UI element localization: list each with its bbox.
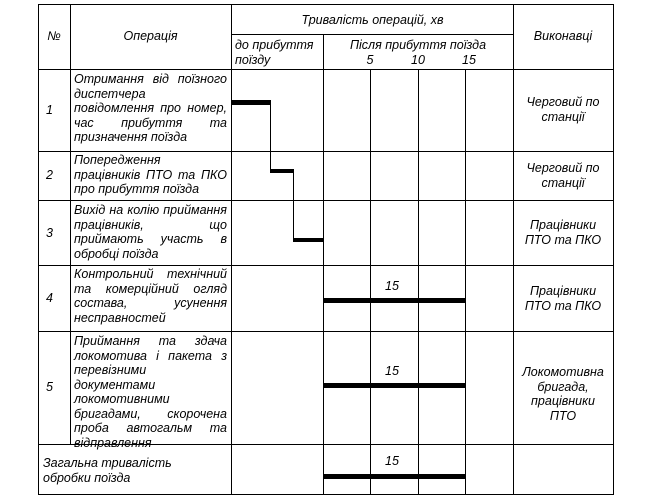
row-number: 4 <box>46 291 53 305</box>
row-number: 1 <box>46 103 53 117</box>
row-divider <box>38 200 613 201</box>
total-label: Загальна тривалість обробки поїзда <box>43 456 172 485</box>
gantt-bar-total <box>323 474 465 479</box>
table-border-right <box>613 4 614 495</box>
header-duration: Тривалість операцій, хв <box>301 13 444 27</box>
header-operation: Операція <box>123 29 178 43</box>
header-executor: Виконавці <box>533 29 593 43</box>
gantt-bar-step-1 <box>231 100 271 105</box>
grid-line-10 <box>418 69 419 495</box>
gantt-bar-step-4 <box>323 298 465 303</box>
column-divider <box>231 4 232 495</box>
table-border-bottom <box>38 494 613 495</box>
row-number: 2 <box>46 168 53 182</box>
operation-text: Приймання та здача локомотива і пакета з перевізними документами локомотивними бригадами, скорочена проба автогальм та відправлення <box>74 334 227 450</box>
tick-label-15: 15 <box>462 53 476 67</box>
gantt-bar-step-2 <box>270 169 294 173</box>
gantt-bar-step-5 <box>323 383 465 388</box>
column-divider <box>323 34 324 495</box>
column-divider <box>70 4 71 445</box>
executor-text: Черговий по станції <box>526 95 600 124</box>
tick-label-10: 10 <box>411 53 425 67</box>
header-before-arrival: до прибуття поїзду <box>235 38 314 67</box>
grid-line-15 <box>465 69 466 495</box>
executor-text: Працівники ПТО та ПКО <box>524 218 602 247</box>
operation-text: Контрольний технічний та комерційний огляд состава, усунення несправностей <box>74 267 227 325</box>
executor-text: Працівники ПТО та ПКО <box>524 284 602 313</box>
gantt-step-connector <box>270 102 271 173</box>
operation-text: Отримання від поїзного диспетчера повідомлення про номер, час прибуття та призначення поїзда <box>74 72 227 144</box>
table-border-left <box>38 4 39 495</box>
bar-value-label: 15 <box>385 279 399 293</box>
row-number: 5 <box>46 380 53 394</box>
row-divider <box>38 265 613 266</box>
header-num: № <box>47 29 61 43</box>
header-bottom-rule <box>38 69 613 70</box>
operation-text: Попередження працівників ПТО та ПКО про прибуття поїзда <box>74 153 227 196</box>
table-border-top <box>38 4 613 5</box>
executor-text: Локомотивна бригада, працівники ПТО <box>522 365 604 423</box>
executor-text: Черговий по станції <box>526 161 600 190</box>
row-divider <box>38 331 613 332</box>
row-number: 3 <box>46 226 53 240</box>
header-divider <box>231 34 514 35</box>
tick-label-5: 5 <box>366 53 374 67</box>
bar-value-label: 15 <box>385 364 399 378</box>
operation-text: Вихід на колію приймання працівників, що приймають участь в обробці поїзда <box>74 203 227 261</box>
grid-line-5 <box>370 69 371 495</box>
bar-value-label: 15 <box>385 454 399 468</box>
row-divider <box>38 151 613 152</box>
gantt-bar-step-3 <box>293 238 323 242</box>
column-divider <box>513 4 514 495</box>
header-after-arrival: Після прибуття поїзда <box>349 38 487 52</box>
gantt-step-connector <box>293 171 294 241</box>
